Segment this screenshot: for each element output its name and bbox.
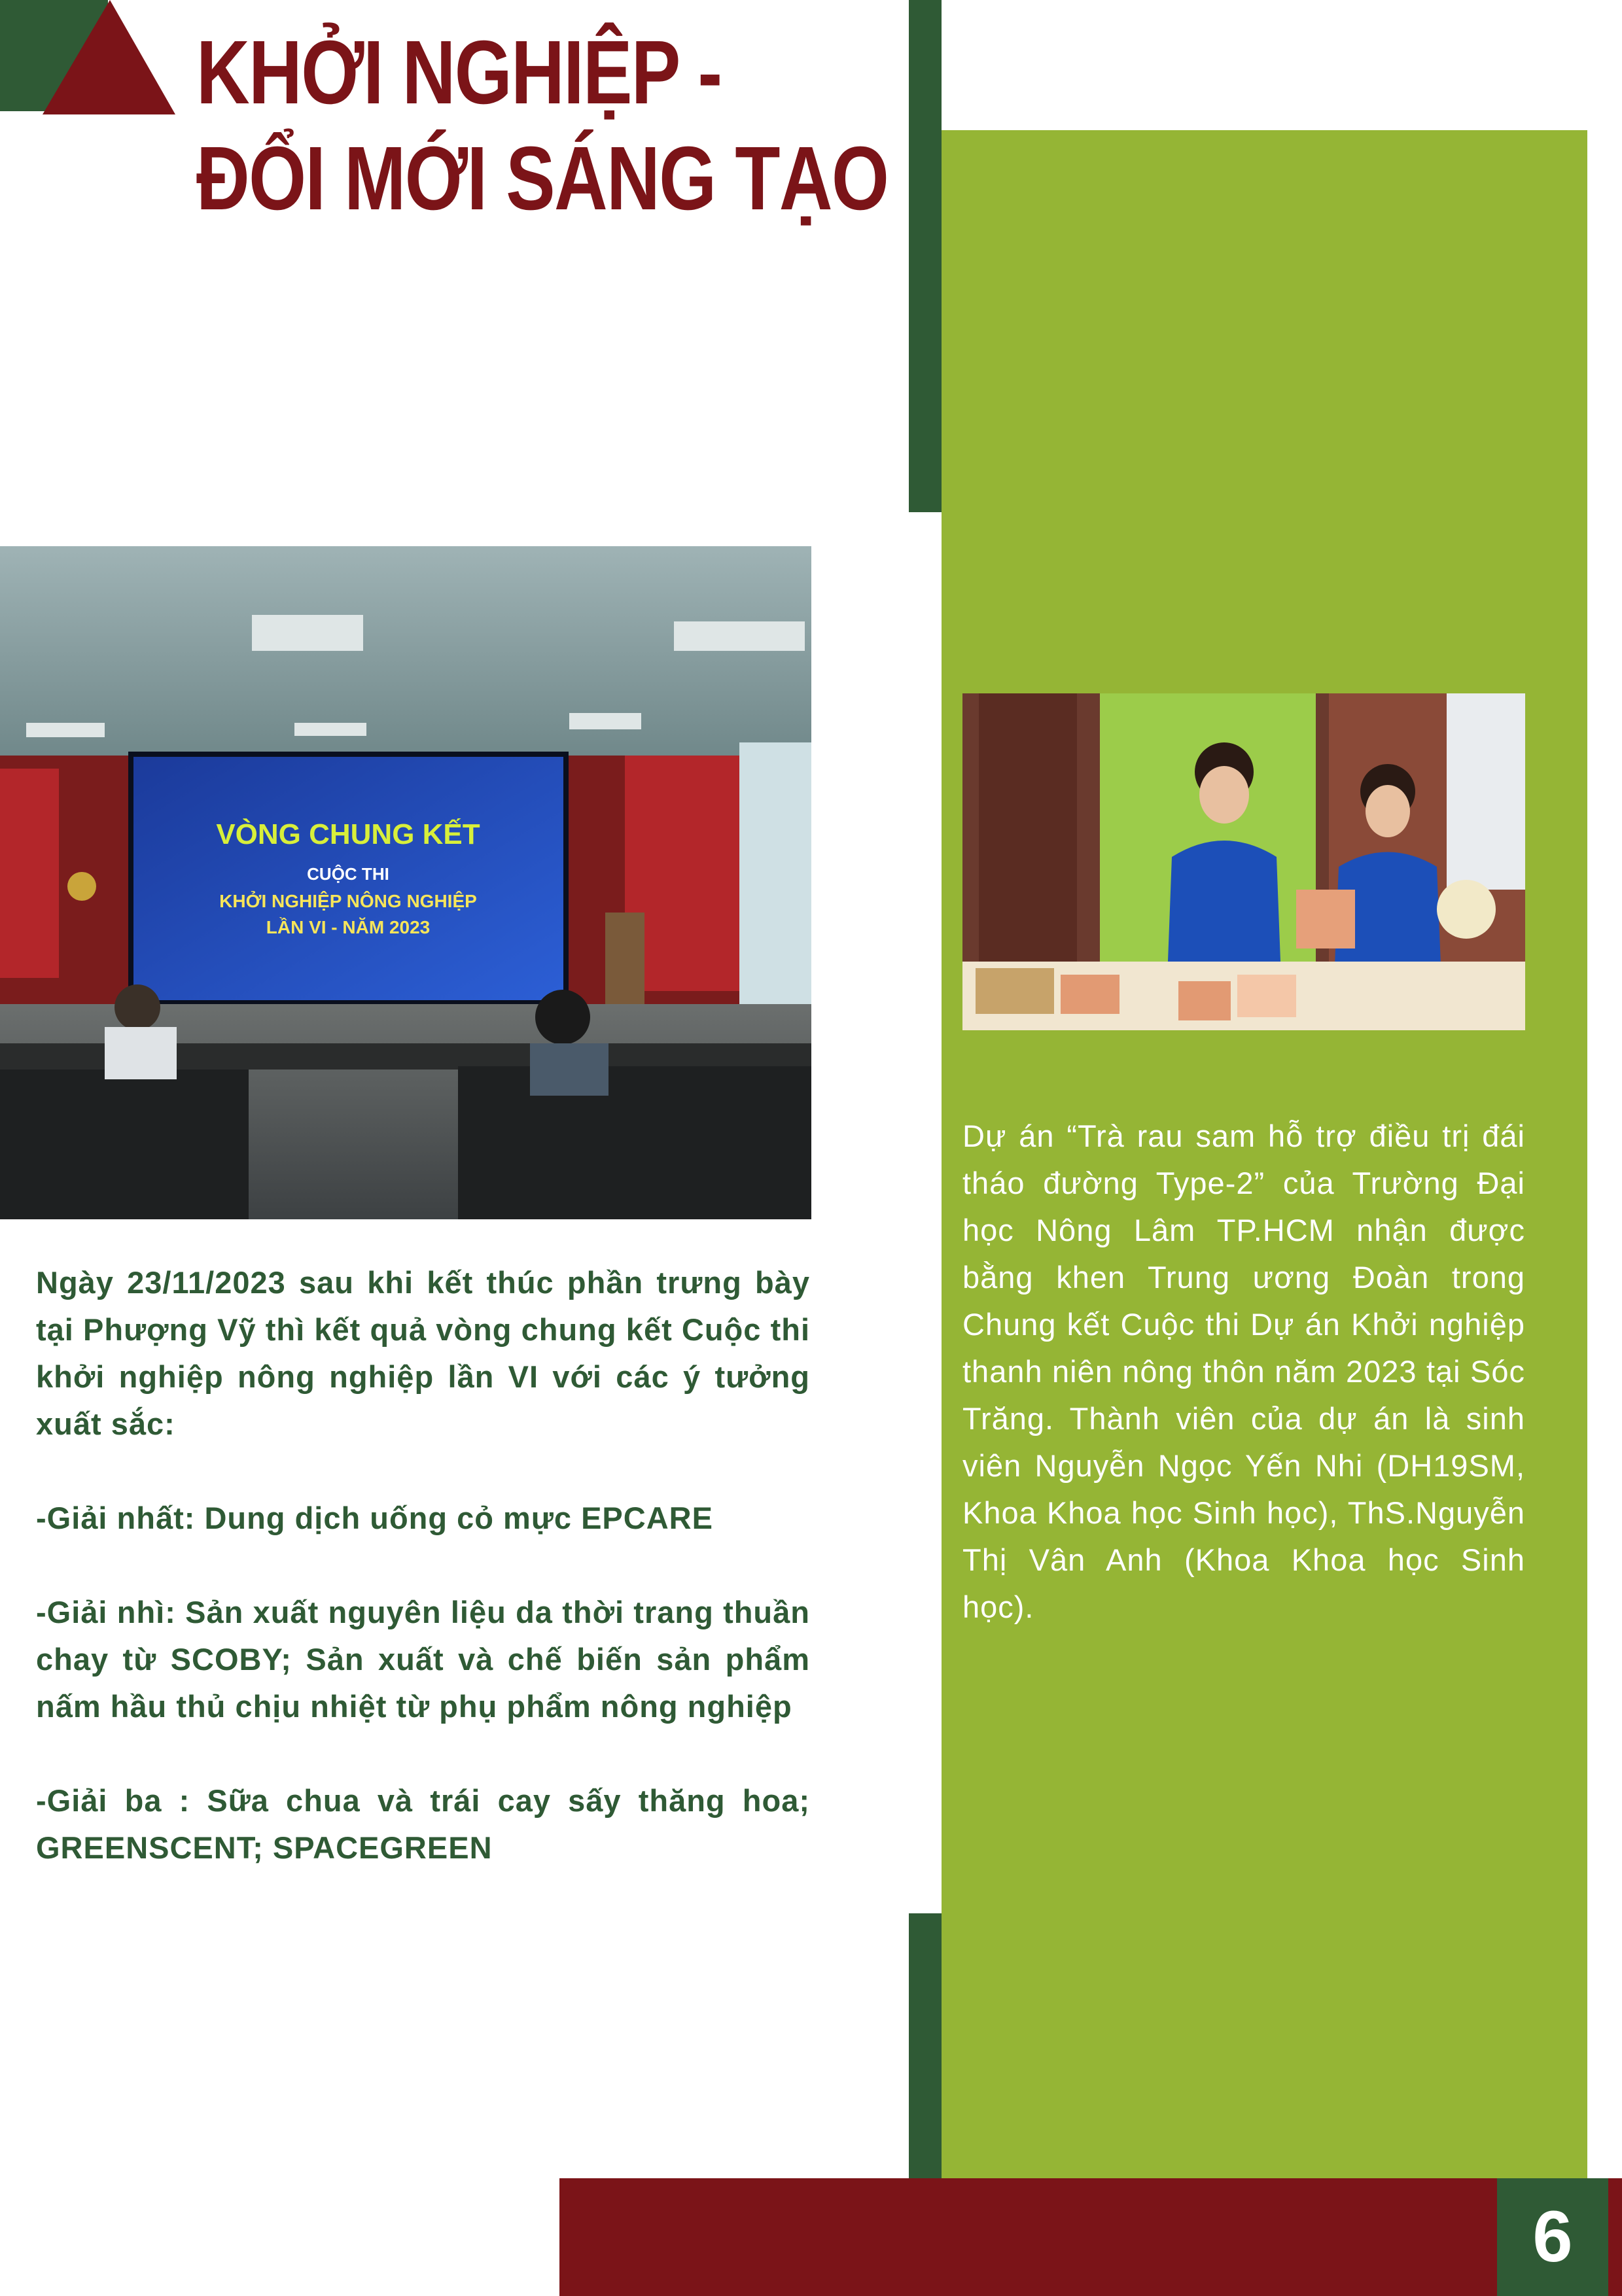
project-photo <box>962 693 1525 1030</box>
screen-heading: VÒNG CHUNG KẾT <box>216 818 480 850</box>
prize-first: -Giải nhất: Dung dịch uống cỏ mực EPCARE <box>36 1501 713 1535</box>
vertical-accent-bar-top <box>909 0 942 512</box>
footer-bar <box>559 2178 1622 2296</box>
page-title <box>196 20 888 232</box>
project-photo-illustration <box>962 693 1525 1030</box>
sidebar-caption: Dự án “Trà rau sam hỗ trợ điều trị đái tháo đường Type-2” của Trường Đại học Nông Lâm TP.HCM nhận được bằng khen Trung ương Đoàn trong Chung kết Cuộc thi Dự án Khởi nghiệp thanh niên nông thôn năm 2023 tại Sóc Trăng. Thành viên của dự án là sinh viên Nguyễn Ngọc Yến Nhi (DH19SM, Khoa Khoa học Sinh học), ThS.Nguyễn Thị Vân Anh (Khoa Khoa học Sinh học). <box>962 1119 1525 1624</box>
screen-line-3: KHỞI NGHIỆP NÔNG NGHIỆP <box>219 891 477 911</box>
vertical-accent-bar-bottom <box>909 1913 942 2178</box>
prize-third: -Giải ba : Sữa chua và trái cay sấy thăng hoa; GREENSCENT; SPACEGREEN <box>36 1783 810 1865</box>
page-title-line-1: KHỞI NGHIỆP - <box>196 22 722 123</box>
event-photo <box>0 546 811 1219</box>
page-title-line-2: ĐỔI MỚI SÁNG TẠO <box>196 128 889 229</box>
screen-line-2: CUỘC THI <box>307 864 389 884</box>
corner-triangle-icon <box>0 0 177 114</box>
article-body <box>36 1259 810 1919</box>
screen-line-4: LẦN VI - NĂM 2023 <box>266 917 431 937</box>
event-photo-illustration <box>0 546 811 1219</box>
prize-second: -Giải nhì: Sản xuất nguyên liệu da thời trang thuần chay từ SCOBY; Sản xuất và chế biến sản phẩm nấm hầu thủ chịu nhiệt từ phụ phẩm nông nghiệp <box>36 1595 810 1724</box>
article-intro: Ngày 23/11/2023 sau khi kết thúc phần trưng bày tại Phượng Vỹ thì kết quả vòng chung kết Cuộc thi khởi nghiệp nông nghiệp lần VI với các ý tưởng xuất sắc: <box>36 1265 810 1441</box>
page-number: 6 <box>1497 2178 1608 2296</box>
